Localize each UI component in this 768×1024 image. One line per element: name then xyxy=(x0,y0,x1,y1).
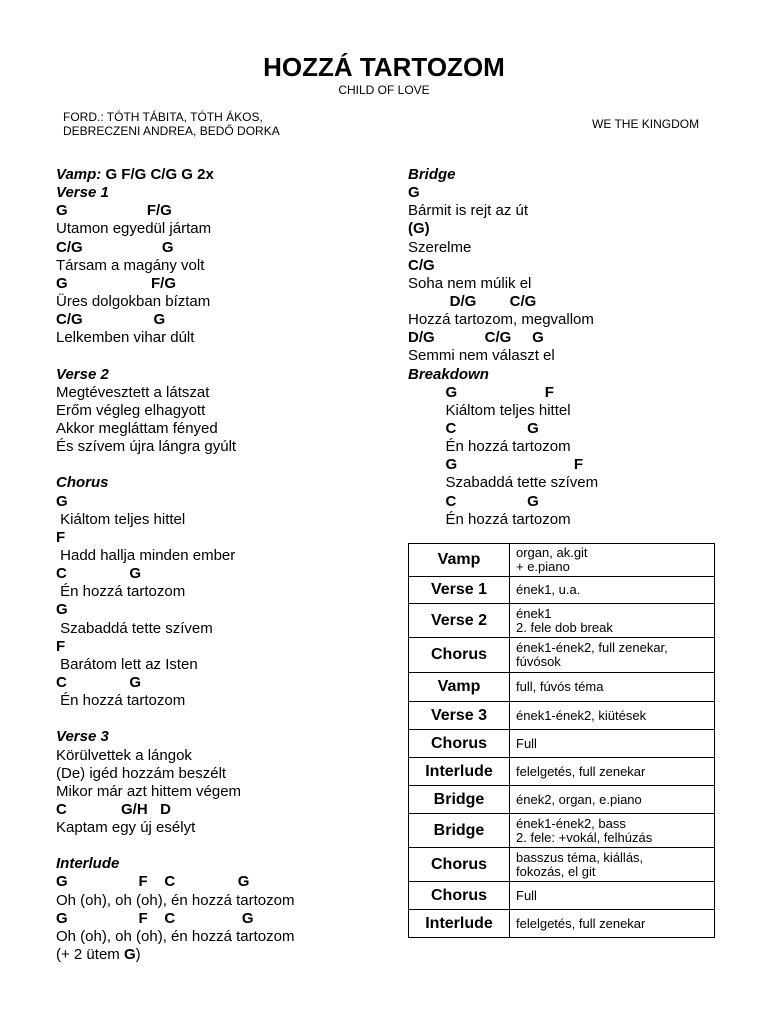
arrangement-row xyxy=(409,730,715,758)
chord-inline: G xyxy=(123,946,136,964)
lyric-line: Kaptam egy új esélyt xyxy=(56,819,196,837)
lyric-line: Megtévesztett a látszat xyxy=(56,383,210,401)
lyric-line: Barátom lett az Isten xyxy=(56,655,198,673)
chord-line: C G xyxy=(408,492,539,510)
section-heading xyxy=(408,166,598,184)
section-heading xyxy=(56,855,294,873)
chord-line: G xyxy=(408,184,420,202)
arrangement-part: Interlude xyxy=(409,910,510,938)
instrumentation-line: fokozás, el git xyxy=(516,863,596,879)
arrangement-table xyxy=(408,543,715,938)
arrangement-instrumentation xyxy=(510,910,715,938)
arrangement-instrumentation xyxy=(510,544,715,577)
lyric-line: Lelkemben vihar dúlt xyxy=(56,329,195,347)
section-heading xyxy=(56,474,294,492)
lyric-line: Én hozzá tartozom xyxy=(408,510,571,528)
arrangement-instrumentation xyxy=(510,882,715,910)
vamp-chords: G F/G C/G G 2x xyxy=(101,166,214,183)
chord-line: C/G G xyxy=(56,311,166,329)
instrumentation-line: ének1 xyxy=(516,605,552,621)
lyric-line: Szabaddá tette szívem xyxy=(56,619,213,637)
lyric-line: És szívem újra lángra gyúlt xyxy=(56,438,237,456)
song-title: HOZZÁ TARTOZOM xyxy=(263,52,505,82)
lyric-line: Akkor megláttam fényed xyxy=(56,419,218,437)
arrangement-part: Vamp xyxy=(409,544,510,577)
arrangement-instrumentation xyxy=(510,730,715,758)
chord-line: G F xyxy=(408,456,584,474)
arrangement-instrumentation xyxy=(510,673,715,702)
arrangement-instrumentation xyxy=(510,786,715,814)
chord-line: C G xyxy=(408,419,539,437)
lyric-line: Én hozzá tartozom xyxy=(408,438,571,456)
instrumentation-line: ének1-ének2, bass xyxy=(516,815,626,831)
chord-line: F xyxy=(56,637,66,655)
lyric-line: Semmi nem választ el xyxy=(408,347,555,365)
arrangement-part: Verse 1 xyxy=(409,577,510,604)
line-gap xyxy=(56,837,294,855)
arrangement-part: Vamp xyxy=(409,673,510,702)
chord-line: G F C G xyxy=(56,909,254,927)
arrangement-part: Chorus xyxy=(409,882,510,910)
section-label: Vamp: xyxy=(56,166,102,183)
section-label: Chorus xyxy=(56,474,109,492)
section-heading xyxy=(56,728,294,746)
section-label: Breakdown xyxy=(408,365,489,383)
chord-line: C G/H D xyxy=(56,800,172,818)
arrangement-part: Verse 3 xyxy=(409,702,510,730)
instrumentation-line: basszus téma, kiállás, xyxy=(516,849,644,865)
chord-line: G F/G xyxy=(56,202,172,220)
arrangement-part: Chorus xyxy=(409,638,510,673)
lyric-line: Én hozzá tartozom xyxy=(56,692,186,710)
instrumentation-line: ének1-ének2, full zenekar, xyxy=(516,640,668,655)
section-heading xyxy=(56,366,294,384)
arrangement-row xyxy=(409,882,715,910)
lyric-line: Oh (oh), oh (oh), én hozzá tartozom xyxy=(56,927,295,945)
instrumentation-line: + e.piano xyxy=(516,559,570,574)
lyric-line: Szabaddá tette szívem xyxy=(408,474,599,492)
chord-line: G F xyxy=(408,383,554,401)
instrumentation-line: organ, ak.git xyxy=(516,545,588,560)
lyric-line xyxy=(56,946,294,964)
instrumentation-line: 2. fele dob break xyxy=(516,619,613,635)
instrumentation-line: ének1, u.a. xyxy=(516,582,581,597)
instrumentation-line: 2. fele: +vokál, felhúzás xyxy=(516,829,653,845)
lyric-text: ) xyxy=(135,946,141,964)
instrumentation-line: full, fúvós téma xyxy=(516,679,604,694)
lyric-line: Oh (oh), oh (oh), én hozzá tartozom xyxy=(56,891,295,909)
arrangement-instrumentation xyxy=(510,638,715,673)
line-gap xyxy=(56,710,294,728)
arrangement-row xyxy=(409,758,715,786)
arrangement-part: Interlude xyxy=(409,758,510,786)
lyric-line: Kiáltom teljes hittel xyxy=(56,510,186,528)
section-label: Verse 2 xyxy=(56,365,109,383)
chord-line: G F C G xyxy=(56,873,250,891)
instrumentation-line: Full xyxy=(516,887,537,903)
lyric-line: Hadd hallja minden ember xyxy=(56,546,236,564)
chord-line: G xyxy=(56,601,68,619)
arrangement-row xyxy=(409,848,715,882)
section-label: Verse 1 xyxy=(56,184,109,202)
instrumentation-line: ének1-ének2, kiütések xyxy=(516,707,647,723)
arrangement-row xyxy=(409,544,715,577)
lyric-line: Társam a magány volt xyxy=(56,256,205,274)
chord-line: C G xyxy=(56,565,142,583)
lyric-line: Soha nem múlik el xyxy=(408,274,532,292)
section-heading xyxy=(56,184,294,202)
lyric-line: Hozzá tartozom, megvallom xyxy=(408,311,594,329)
lyric-line: Utamon egyedül jártam xyxy=(56,220,212,238)
arrangement-instrumentation xyxy=(510,814,715,848)
arrangement-part: Chorus xyxy=(409,848,510,882)
song-subtitle: CHILD OF LOVE xyxy=(338,83,430,97)
credits-line-1: FORD.: TÓTH TÁBITA, TÓTH ÁKOS, xyxy=(63,110,263,124)
lyric-line: Üres dolgokban bíztam xyxy=(56,292,211,310)
section-heading xyxy=(56,166,294,184)
section-label: Verse 3 xyxy=(56,728,109,746)
instrumentation-line: felelgetés, full zenekar xyxy=(516,763,646,779)
line-gap xyxy=(56,456,294,474)
chord-line: C G xyxy=(56,673,142,691)
arrangement-row xyxy=(409,910,715,938)
arrangement-row xyxy=(409,786,715,814)
lyric-line: Mikor már azt hittem végem xyxy=(56,782,242,800)
lyric-line: Bármit is rejt az út xyxy=(408,202,529,220)
lyric-line: Én hozzá tartozom xyxy=(56,583,186,601)
chord-line: F xyxy=(56,528,66,546)
instrumentation-line: ének2, organ, e.piano xyxy=(516,791,642,807)
chord-line: C/G xyxy=(408,256,435,274)
arrangement-row xyxy=(409,577,715,604)
instrumentation-line: Full xyxy=(516,735,537,751)
arrangement-instrumentation xyxy=(510,604,715,638)
chord-line: (G) xyxy=(408,220,430,238)
credits-line-2: DEBRECZENI ANDREA, BEDŐ DORKA xyxy=(63,124,280,138)
chord-line: D/G C/G G xyxy=(408,329,544,347)
arrangement-row xyxy=(409,814,715,848)
arrangement-row xyxy=(409,638,715,673)
band-name: WE THE KINGDOM xyxy=(592,117,700,131)
arrangement-instrumentation xyxy=(510,848,715,882)
lyric-line: Körülvettek a lángok xyxy=(56,746,192,764)
arrangement-row xyxy=(409,702,715,730)
arrangement-part: Bridge xyxy=(409,814,510,848)
instrumentation-line: fúvósok xyxy=(516,654,561,669)
lyric-line: Erőm végleg elhagyott xyxy=(56,401,206,419)
section-label: Interlude xyxy=(56,855,120,873)
chord-line: D/G C/G xyxy=(408,292,537,310)
instrumentation-line: felelgetés, full zenekar xyxy=(516,915,646,931)
arrangement-row xyxy=(409,673,715,702)
lyrics-left-column xyxy=(56,166,294,964)
section-label: Bridge xyxy=(408,166,456,183)
arrangement-row xyxy=(409,604,715,638)
arrangement-instrumentation xyxy=(510,758,715,786)
lyrics-right-column xyxy=(408,166,598,529)
arrangement-part: Chorus xyxy=(409,730,510,758)
lyric-text: (+ 2 ütem xyxy=(56,946,124,964)
arrangement-part: Bridge xyxy=(409,786,510,814)
lyric-line: Kiáltom teljes hittel xyxy=(408,401,571,419)
lyric-line: Szerelme xyxy=(408,238,472,256)
chord-line: G xyxy=(56,492,68,510)
chord-line: G F/G xyxy=(56,274,177,292)
chord-line: C/G G xyxy=(56,238,174,256)
lyric-line: (De) igéd hozzám beszélt xyxy=(56,764,227,782)
arrangement-instrumentation xyxy=(510,577,715,604)
translator-credits xyxy=(63,110,280,138)
line-gap xyxy=(56,347,294,365)
section-heading xyxy=(408,366,598,384)
arrangement-instrumentation xyxy=(510,702,715,730)
arrangement-part: Verse 2 xyxy=(409,604,510,638)
